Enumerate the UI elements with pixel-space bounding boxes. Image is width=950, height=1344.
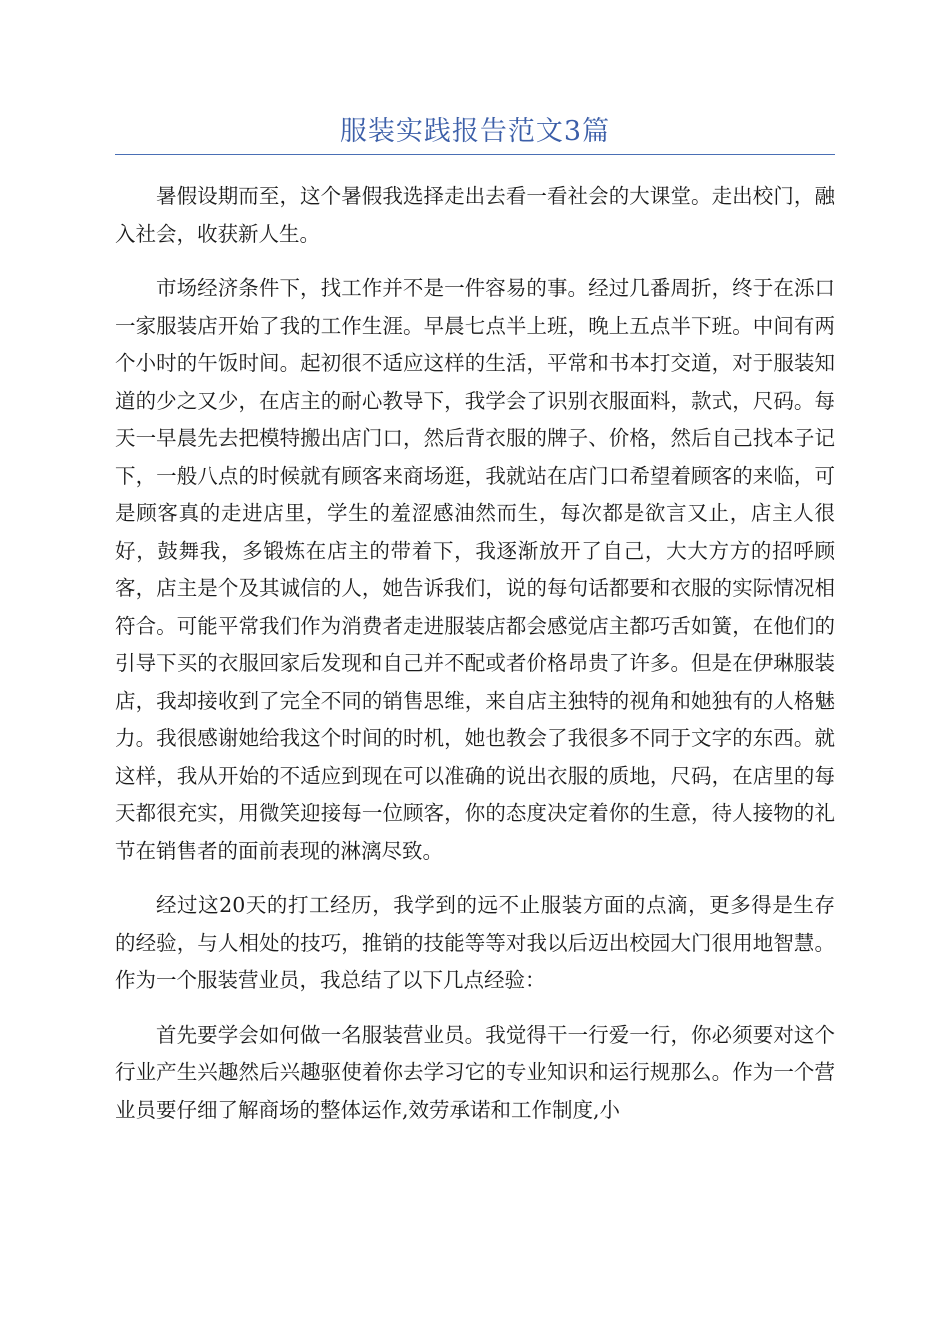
paragraph-2: 市场经济条件下，找工作并不是一件容易的事。经过几番周折，终于在泺口一家服装店开始了我的工作生涯。早晨七点半上班，晚上五点半下班。中间有两个小时的午饭时间。起初很不适应这样的生活，平常和书本打交道，对于服装知道的少之又少，在店主的耐心教导下，我学会了识别衣服面料，款式，尺码。每天一早晨先去把模特搬出店门口，然后背衣服的牌子、价格，然后自己找本子记下，一般八点的时候就有顾客来商场逛，我就站在店门口希望着顾客的来临，可是顾客真的走进店里，学生的羞涩感油然而生，每次都是欲言又止，店主人很好，鼓舞我，多锻炼在店主的带着下，我逐渐放开了自己，大大方方的招呼顾客，店主是个及其诚信的人，她告诉我们，说的每句话都要和衣服的实际情况相符合。可能平常我们作为消费者走进服装店都会感觉店主都巧舌如簧，在他们的引导下买的衣服回家后发现和自己并不配或者价格昂贵了许多。但是在伊琳服装店，我却接收到了完全不同的销售思维，来自店主独特的视角和她独有的人格魅力。我很感谢她给我这个时间的时机，她也教会了我很多不同于文字的东西。就这样，我从开始的不适应到现在可以准确的说出衣服的质地，尺码，在店里的每天都很充实，用微笑迎接每一位顾客，你的态度决定着你的生意，待人接物的礼节在销售者的面前表现的淋漓尽致。 [115, 276, 835, 863]
paragraph-1: 暑假设期而至，这个暑假我选择走出去看一看社会的大课堂。走出校门，融入社会，收获新人生。 [115, 184, 835, 246]
paragraph-4: 首先要学会如何做一名服装营业员。我觉得干一行爱一行，你必须要对这个行业产生兴趣然后兴趣驱使着你去学习它的专业知识和运行规那么。作为一个营业员要仔细了解商场的整体运作,效劳承诺和工作制度,小 [115, 1022, 835, 1122]
document-body [115, 178, 835, 1146]
title-underline [115, 154, 835, 155]
document-title: 服装实践报告范文3篇 [339, 116, 611, 147]
paragraph-3: 经过这20天的打工经历，我学到的远不止服装方面的点滴，更多得是生存的经验，与人相处的技巧，推销的技能等等对我以后迈出校园大门很用地智慧。作为一个服装营业员，我总结了以下几点经验： [115, 893, 835, 992]
